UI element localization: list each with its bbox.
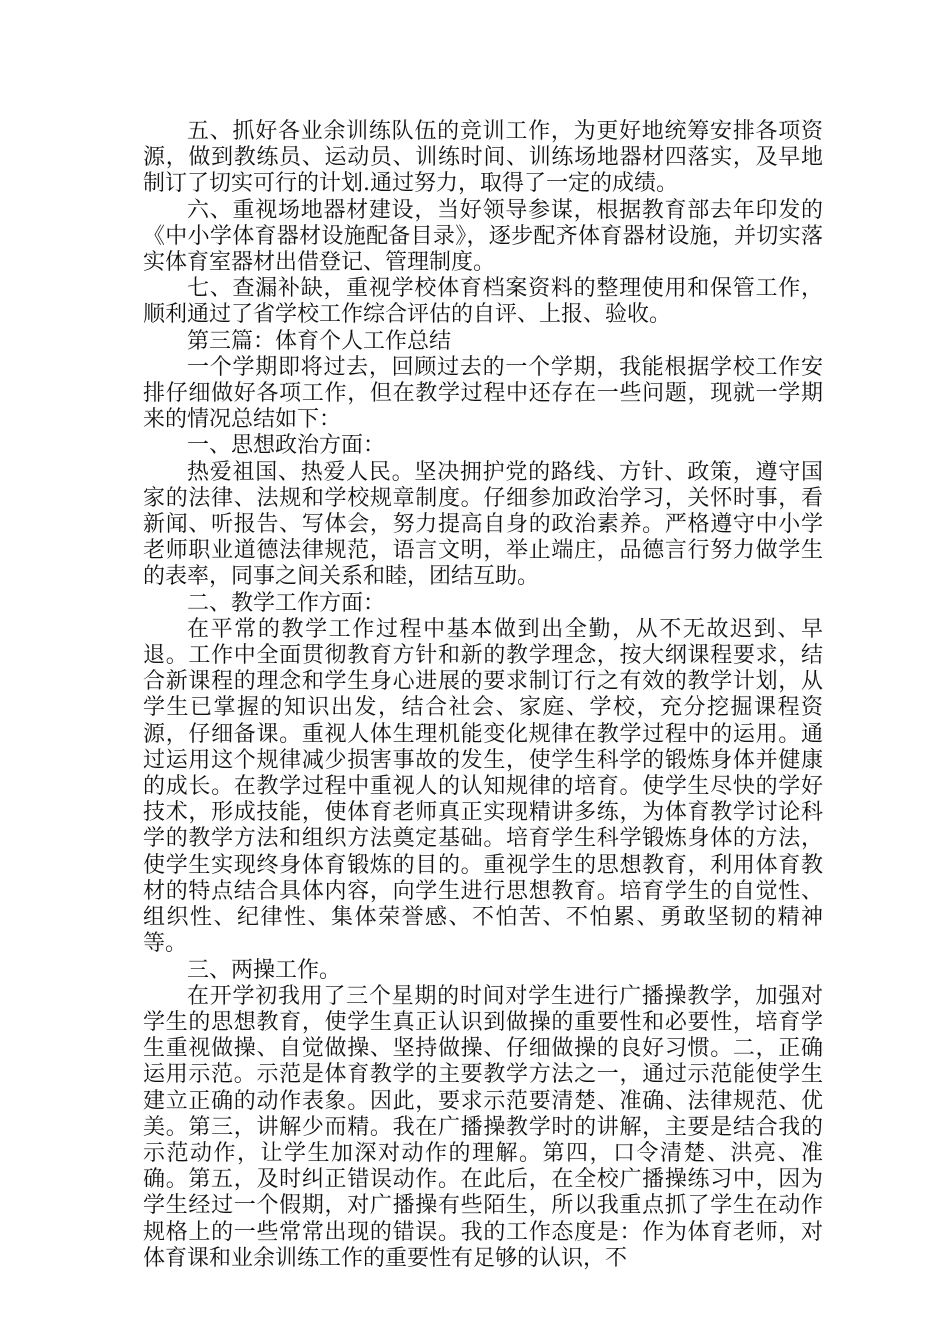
document-body <box>143 119 823 1272</box>
chapter-heading: 第三篇：体育个人工作总结 <box>187 328 452 354</box>
heading-politics: 一、思想政治方面： <box>187 433 386 459</box>
heading-teaching: 二、教学工作方面： <box>187 590 386 616</box>
paragraph-section-6: 六、重视场地器材建设，当好领导参谋，根据教育部去年印发的《中小学体育器材设施配备目录》，逐步配齐体育器材设施，并切实落实体育室器材出借登记、管理制度。 <box>143 197 823 276</box>
paragraph-politics: 热爱祖国、热爱人民。坚决拥护党的路线、方针、政策，遵守国家的法律、法规和学校规章制度。仔细参加政治学习，关怀时事，看新闻、听报告、写体会，努力提高自身的政治素养。严格遵守中小学老师职业道德法律规范，语言文明，举止端庄，品德言行努力做学生的表率，同事之间关系和睦，团结互助。 <box>143 459 823 590</box>
paragraph-exercises: 在开学初我用了三个星期的时间对学生进行广播操教学，加强对学生的思想教育，使学生真正认识到做操的重要性和必要性，培育学生重视做操、自觉做操、坚持做操、仔细做操的良好习惯。二，正确运用示范。示范是体育教学的主要教学方法之一，通过示范能使学生建立正确的动作表象。因此，要求示范要清楚、准确、法律规范、优美。第三，讲解少而精。我在广播操教学时的讲解，主要是结合我的示范动作，让学生加深对动作的理解。第四，口令清楚、洪亮、准确。第五，及时纠正错误动作。在此后，在全校广播操练习中，因为学生经过一个假期，对广播操有些陌生，所以我重点抓了学生在动作规格上的一些常常出现的错误。我的工作态度是：作为体育老师，对体育课和业余训练工作的重要性有足够的认识，不 <box>143 983 823 1271</box>
heading-exercises: 三、两操工作。 <box>187 957 342 983</box>
paragraph-section-5: 五、抓好各业余训练队伍的竞训工作，为更好地统筹安排各项资源，做到教练员、运动员、训练时间、训练场地器材四落实，及早地制订了切实可行的计划.通过努力，取得了一定的成绩。 <box>143 119 823 197</box>
paragraph-section-7: 七、查漏补缺，重视学校体育档案资料的整理使用和保管工作，顺利通过了省学校工作综合评估的自评、上报、验收。 <box>143 276 823 328</box>
paragraph-teaching: 在平常的教学工作过程中基本做到出全勤，从不无故迟到、早退。工作中全面贯彻教育方针和新的教学理念，按大纲课程要求，结合新课程的理念和学生身心进展的要求制订行之有效的教学计划，从学生已掌握的知识出发，结合社会、家庭、学校，充分挖掘课程资源，仔细备课。重视人体生理机能变化规律在教学过程中的运用。通过运用这个规律减少损害事故的发生，使学生科学的锻炼身体并健康的成长。在教学过程中重视人的认知规律的培育。使学生尽快的学好技术，形成技能，使体育老师真正实现精讲多练，为体育教学讨论科学的教学方法和组织方法奠定基础。培育学生科学锻炼身体的方法，使学生实现终身体育锻炼的目的。重视学生的思想教育，利用体育教材的特点结合具体内容，向学生进行思想教育。培育学生的自觉性、组织性、纪律性、集体荣誉感、不怕苦、不怕累、勇敢坚韧的精神等。 <box>143 616 823 957</box>
paragraph-intro: 一个学期即将过去，回顾过去的一个学期，我能根据学校工作安排仔细做好各项工作，但在教学过程中还存在一些问题，现就一学期来的情况总结如下： <box>143 354 823 433</box>
